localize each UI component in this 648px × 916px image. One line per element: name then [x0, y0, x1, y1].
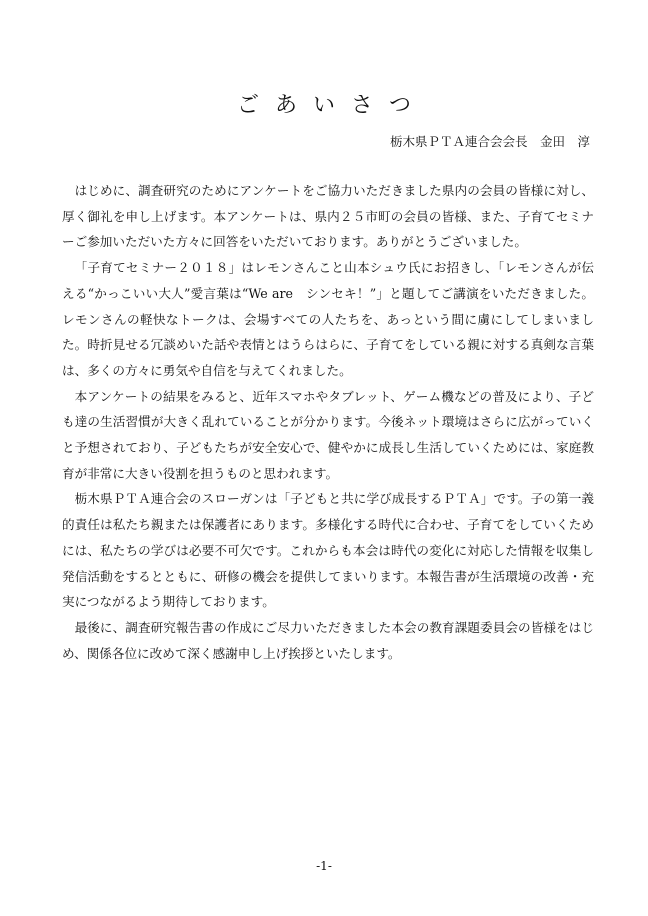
paragraph-closing: 最後に、調査研究報告書の作成にご尽力いただきました本会の教育課題委員会の皆様をはじめ、関係各位に改めて深く感謝申し上げ挨拶といたします。: [62, 619, 594, 661]
author-signature: 栃木県ＰＴＡ連合会会長 金田 淳: [389, 134, 590, 149]
paragraph-slogan: 栃木県ＰＴＡ連合会のスローガンは「子どもと共に学び成長するＰＴＡ」です。子の第一義的責任は私たち親または保護者にあります。多様化する時代に合わせ、子育てをしていくためには、私たちの学びは必要不可欠です。これからも本会は時代の変化に対応した情報を収集し発信活動をするとともに、研修の機会を提供してまいります。本報告書が生活環境の改善・充実につながるよう期待しております。: [62, 491, 594, 610]
body-text: [62, 178, 594, 666]
paragraph-survey-results: 本アンケートの結果をみると、近年スマホやタブレット、ゲーム機などの普及により、子ども達の生活習慣が大きく乱れていることが分かります。今後ネット環境はさらに広がっていくと予想されており、子どもたちが安全安心で、健やかに成長し生活していくためには、家庭教育が非常に大きい役割を担うものと思われます。: [62, 388, 594, 481]
page-number: -1-: [316, 859, 332, 873]
paragraph-seminar: 「子育てセミナー２０１８」はレモンさんこと山本シュウ氏にお招きし、「レモンさんが伝える“かっこいい大人”愛言葉は“We are シンセキ！”」と題してご講演をいただきました。レモンさんの軽快なトークは、会場すべての人たちを、あっという間に虜にしてしまいました。時折見せる冗談めいた話や表情とはうらはらに、子育てをしている親に対する真剣な言葉は、多くの方々に勇気や自信を与えてくれました。: [62, 260, 595, 378]
page-title: ごあいさつ: [236, 93, 427, 118]
paragraph-greeting: はじめに、調査研究のためにアンケートをご協力いただきました県内の会員の皆様に対し、厚く御礼を申し上げます。本アンケートは、県内２５市町の会員の皆様、また、子育てセミナーご参加いただいた方々に回答をいただいております。ありがとうございました。: [62, 183, 594, 250]
